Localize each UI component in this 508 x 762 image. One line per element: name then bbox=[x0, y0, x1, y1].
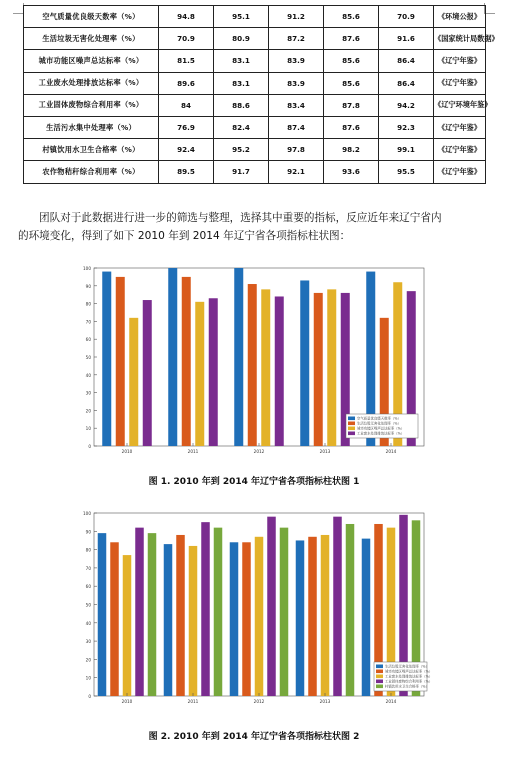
value-cell: 91.7 bbox=[214, 161, 269, 183]
value-cell: 80.9 bbox=[214, 28, 269, 50]
value-cell: 87.4 bbox=[269, 116, 324, 138]
value-cell: 94.8 bbox=[159, 6, 214, 28]
value-cell: 83.9 bbox=[269, 50, 324, 72]
indicator-cell: 城市功能区噪声总达标率（%） bbox=[24, 50, 159, 72]
source-cell: 《辽宁年鉴》 bbox=[434, 161, 486, 183]
x-tick-label: 2010 bbox=[121, 699, 133, 704]
indicator-cell: 空气质量优良级天数率（%） bbox=[24, 6, 159, 28]
y-tick-label: 70 bbox=[85, 319, 91, 325]
legend-label: 村镇饮用水卫生合格率（%） bbox=[385, 684, 429, 689]
bar bbox=[234, 268, 243, 446]
value-cell: 83.1 bbox=[214, 72, 269, 94]
table-row bbox=[24, 6, 486, 28]
y-tick-label: 90 bbox=[85, 529, 91, 535]
value-cell: 87.6 bbox=[324, 28, 379, 50]
source-cell: 《辽宁年鉴》 bbox=[434, 139, 486, 161]
bar bbox=[182, 277, 191, 446]
y-tick-label: 0 bbox=[88, 444, 91, 449]
value-cell: 85.6 bbox=[324, 6, 379, 28]
bar bbox=[102, 272, 111, 446]
bar bbox=[296, 540, 305, 696]
bar bbox=[321, 535, 330, 696]
value-cell: 86.4 bbox=[379, 72, 434, 94]
source-cell: 《辽宁年鉴》 bbox=[434, 72, 486, 94]
bar bbox=[116, 277, 125, 446]
y-tick-label: 100 bbox=[83, 266, 91, 271]
y-tick-label: 80 bbox=[85, 301, 91, 307]
value-cell: 91.6 bbox=[379, 28, 434, 50]
indicator-cell: 生活垃圾无害化处理率（%） bbox=[24, 28, 159, 50]
bar bbox=[267, 517, 276, 696]
table-row bbox=[24, 50, 486, 72]
indicator-cell: 农作物秸秆综合利用率（%） bbox=[24, 161, 159, 183]
paragraph-line-1: 团队对于此数据进行进一步的筛选与整理，选择其中重要的指标，反应近年来辽宁省内 bbox=[39, 212, 442, 224]
value-cell: 85.6 bbox=[324, 50, 379, 72]
bar bbox=[176, 535, 185, 696]
legend-label: 空气质量优良级天数率（%） bbox=[357, 416, 401, 421]
x-tick-label: 2011 bbox=[187, 449, 199, 454]
legend-label: 生活垃圾无害化处理率（%） bbox=[385, 664, 429, 669]
table-row bbox=[24, 94, 486, 116]
value-cell: 81.5 bbox=[159, 50, 214, 72]
value-cell: 97.8 bbox=[269, 139, 324, 161]
figure-1-caption: 图 1. 2010 年到 2014 年辽宁省各项指标柱状图 1 bbox=[148, 477, 360, 487]
bar bbox=[362, 539, 371, 696]
figure-1 bbox=[78, 262, 430, 462]
legend-swatch bbox=[376, 670, 383, 674]
value-cell: 92.4 bbox=[159, 139, 214, 161]
bar bbox=[248, 284, 257, 446]
legend-label: 工业固体废物综合利用率（%） bbox=[385, 679, 433, 684]
bar bbox=[189, 546, 198, 696]
indicator-cell: 村镇饮用水卫生合格率（%） bbox=[24, 139, 159, 161]
bar bbox=[143, 300, 152, 446]
bar bbox=[201, 522, 210, 696]
table-row bbox=[24, 139, 486, 161]
bar bbox=[261, 289, 270, 446]
bar bbox=[214, 528, 223, 696]
bar bbox=[300, 280, 309, 446]
value-cell: 92.3 bbox=[379, 116, 434, 138]
value-cell: 70.9 bbox=[159, 28, 214, 50]
bar bbox=[242, 542, 251, 696]
bar bbox=[195, 302, 204, 446]
bar-chart-2 bbox=[78, 507, 433, 712]
legend-label: 城市功能区噪声总达标率（%） bbox=[357, 426, 405, 431]
value-cell: 84 bbox=[159, 94, 214, 116]
table-row bbox=[24, 72, 486, 94]
legend-swatch bbox=[348, 422, 355, 426]
legend-label: 生活垃圾无害化处理率（%） bbox=[357, 421, 401, 426]
figure-2-caption: 图 2. 2010 年到 2014 年辽宁省各项指标柱状图 2 bbox=[148, 732, 360, 742]
x-tick-label: 2013 bbox=[319, 449, 331, 454]
bar bbox=[280, 528, 289, 696]
value-cell: 87.8 bbox=[324, 94, 379, 116]
y-tick-label: 90 bbox=[85, 283, 91, 289]
value-cell: 89.5 bbox=[159, 161, 214, 183]
value-cell: 92.1 bbox=[269, 161, 324, 183]
value-cell: 83.1 bbox=[214, 50, 269, 72]
bar bbox=[346, 524, 355, 696]
bar-chart-1 bbox=[78, 262, 430, 462]
value-cell: 98.2 bbox=[324, 139, 379, 161]
bar bbox=[148, 533, 157, 696]
y-tick-label: 30 bbox=[85, 390, 91, 396]
value-cell: 88.6 bbox=[214, 94, 269, 116]
bar bbox=[168, 268, 177, 446]
bar bbox=[135, 528, 144, 696]
x-tick-label: 2012 bbox=[253, 699, 265, 704]
y-tick-label: 80 bbox=[85, 547, 91, 553]
x-tick-label: 2013 bbox=[319, 699, 331, 704]
legend-swatch bbox=[348, 417, 355, 421]
x-tick-label: 2014 bbox=[385, 449, 397, 454]
value-cell: 76.9 bbox=[159, 116, 214, 138]
bar bbox=[230, 542, 239, 696]
body-paragraph bbox=[18, 209, 488, 245]
value-cell: 70.9 bbox=[379, 6, 434, 28]
value-cell: 86.4 bbox=[379, 50, 434, 72]
legend-swatch bbox=[376, 680, 383, 684]
bar bbox=[164, 544, 173, 696]
value-cell: 99.1 bbox=[379, 139, 434, 161]
legend-swatch bbox=[348, 427, 355, 431]
legend-label: 城市功能区噪声总达标率（%） bbox=[385, 669, 433, 674]
y-tick-label: 20 bbox=[85, 657, 91, 663]
table-row bbox=[24, 161, 486, 183]
indicator-cell: 工业固体废物综合利用率（%） bbox=[24, 94, 159, 116]
x-tick-label: 2011 bbox=[187, 699, 199, 704]
y-tick-label: 10 bbox=[85, 675, 91, 681]
bar bbox=[333, 517, 342, 696]
legend-label: 工业废水处理排放达标率（%） bbox=[357, 431, 405, 436]
y-tick-label: 50 bbox=[85, 355, 91, 360]
y-tick-label: 100 bbox=[83, 511, 91, 516]
legend-swatch bbox=[348, 432, 355, 436]
paragraph-line-2: 的环境变化，得到了如下 2010 年到 2014 年辽宁省各项指标柱状图： bbox=[18, 230, 351, 242]
value-cell: 95.5 bbox=[379, 161, 434, 183]
y-tick-label: 50 bbox=[85, 602, 91, 608]
bar bbox=[129, 318, 138, 446]
table-row bbox=[24, 116, 486, 138]
indicator-cell: 生活污水集中处理率（%） bbox=[24, 116, 159, 138]
bar bbox=[255, 537, 264, 696]
y-tick-label: 60 bbox=[85, 584, 91, 590]
x-tick-label: 2012 bbox=[253, 449, 265, 454]
value-cell: 94.2 bbox=[379, 94, 434, 116]
y-tick-label: 60 bbox=[85, 337, 91, 343]
value-cell: 82.4 bbox=[214, 116, 269, 138]
value-cell: 83.9 bbox=[269, 72, 324, 94]
x-tick-label: 2010 bbox=[121, 449, 133, 454]
indicator-cell: 工业废水处理排放达标率（%） bbox=[24, 72, 159, 94]
y-tick-label: 40 bbox=[85, 620, 91, 626]
y-tick-label: 40 bbox=[85, 372, 91, 378]
x-tick-label: 2014 bbox=[385, 699, 397, 704]
value-cell: 83.4 bbox=[269, 94, 324, 116]
source-cell: 《国家统计局数据》 bbox=[434, 28, 486, 50]
bar bbox=[308, 537, 317, 696]
bar bbox=[275, 296, 284, 446]
value-cell: 95.2 bbox=[214, 139, 269, 161]
table-row bbox=[24, 28, 486, 50]
bar bbox=[327, 289, 336, 446]
source-cell: 《辽宁年鉴》 bbox=[434, 50, 486, 72]
indicator-table bbox=[23, 5, 499, 184]
y-tick-label: 0 bbox=[88, 694, 91, 699]
legend-swatch bbox=[376, 685, 383, 689]
bar bbox=[209, 298, 218, 446]
figure-2 bbox=[78, 507, 433, 712]
bar bbox=[98, 533, 107, 696]
legend-swatch bbox=[376, 665, 383, 669]
source-cell: 《辽宁环境年鉴》 bbox=[434, 94, 486, 116]
legend-swatch bbox=[376, 675, 383, 679]
value-cell: 95.1 bbox=[214, 6, 269, 28]
y-tick-label: 20 bbox=[85, 408, 91, 414]
value-cell: 87.2 bbox=[269, 28, 324, 50]
legend-label: 工业废水处理排放达标率（%） bbox=[385, 674, 433, 679]
source-cell: 《辽宁年鉴》 bbox=[434, 116, 486, 138]
bar bbox=[123, 555, 132, 696]
value-cell: 93.6 bbox=[324, 161, 379, 183]
y-tick-label: 10 bbox=[85, 426, 91, 432]
value-cell: 91.2 bbox=[269, 6, 324, 28]
value-cell: 89.6 bbox=[159, 72, 214, 94]
value-cell: 85.6 bbox=[324, 72, 379, 94]
value-cell: 87.6 bbox=[324, 116, 379, 138]
bar bbox=[314, 293, 323, 446]
y-tick-label: 70 bbox=[85, 565, 91, 571]
bar bbox=[110, 542, 119, 696]
y-tick-label: 30 bbox=[85, 639, 91, 645]
source-cell: 《环境公报》 bbox=[434, 6, 486, 28]
